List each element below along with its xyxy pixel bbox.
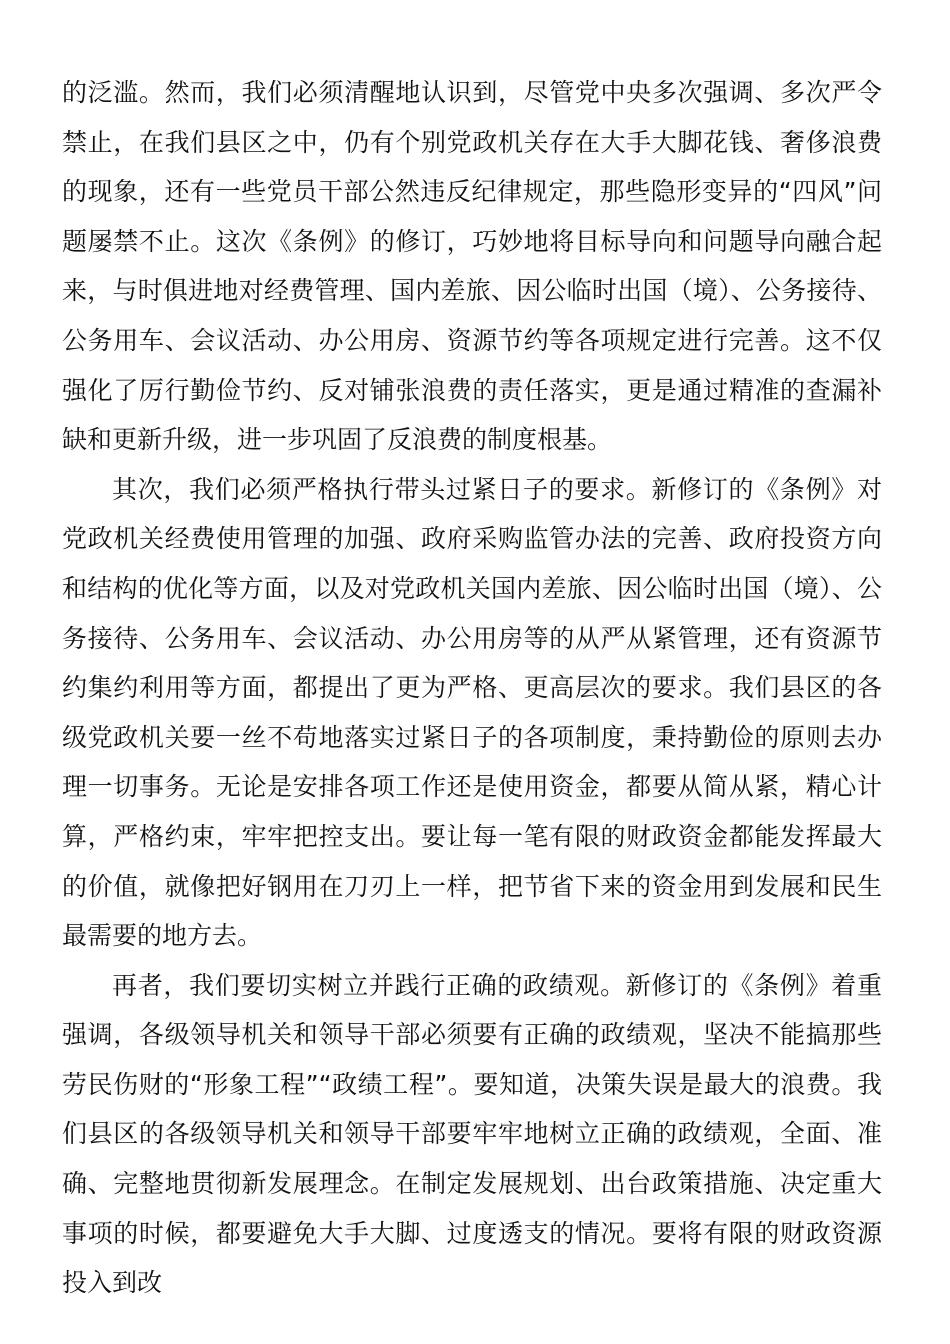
document-body bbox=[62, 68, 882, 1308]
paragraph-continuation: 的泛滥。然而，我们必须清醒地认识到，尽管党中央多次强调、多次严令禁止，在我们县区之中，仍有个别党政机关存在大手大脚花钱、奢侈浪费的现象，还有一些党员干部公然违反纪律规定，那些隐形变异的“四风”问题屡禁不止。这次《条例》的修订，巧妙地将目标导向和问题导向融合起来，与时俱进地对经费管理、国内差旅、因公临时出国（境）、公务接待、公务用车、会议活动、办公用房、资源节约等各项规定进行完善。这不仅强化了厉行勤俭节约、反对铺张浪费的责任落实，更是通过精准的查漏补缺和更新升级，进一步巩固了反浪费的制度根基。 bbox=[62, 78, 882, 455]
paragraph-third: 再者，我们要切实树立并践行正确的政绩观。新修订的《条例》着重强调，各级领导机关和领导干部必须要有正确的政绩观，坚决不能搞那些劳民伤财的“形象工程”“政绩工程”。要知道，决策失误是最大的浪费。我们县区的各级领导机关和领导干部要牢牢地树立正确的政绩观，全面、准确、完整地贯彻新发展理念。在制定发展规划、出台政策措施、决定重大事项的时候，都要避免大手大脚、过度透支的情况。要将有限的财政资源投入到改 bbox=[62, 970, 882, 1298]
paragraph-second: 其次，我们必须严格执行带头过紧日子的要求。新修订的《条例》对党政机关经费使用管理的加强、政府采购监管办法的完善、政府投资方向和结构的优化等方面，以及对党政机关国内差旅、因公临时出国（境）、公务接待、公务用车、会议活动、办公用房等的从严从紧管理，还有资源节约集约利用等方面，都提出了更为严格、更高层次的要求。我们县区的各级党政机关要一丝不苟地落实过紧日子的各项制度，秉持勤俭的原则去办理一切事务。无论是安排各项工作还是使用资金，都要从简从紧，精心计算，严格约束，牢牢把控支出。要让每一笔有限的财政资金都能发挥最大的价值，就像把好钢用在刀刃上一样，把节省下来的资金用到发展和民生最需要的地方去。 bbox=[62, 474, 882, 951]
